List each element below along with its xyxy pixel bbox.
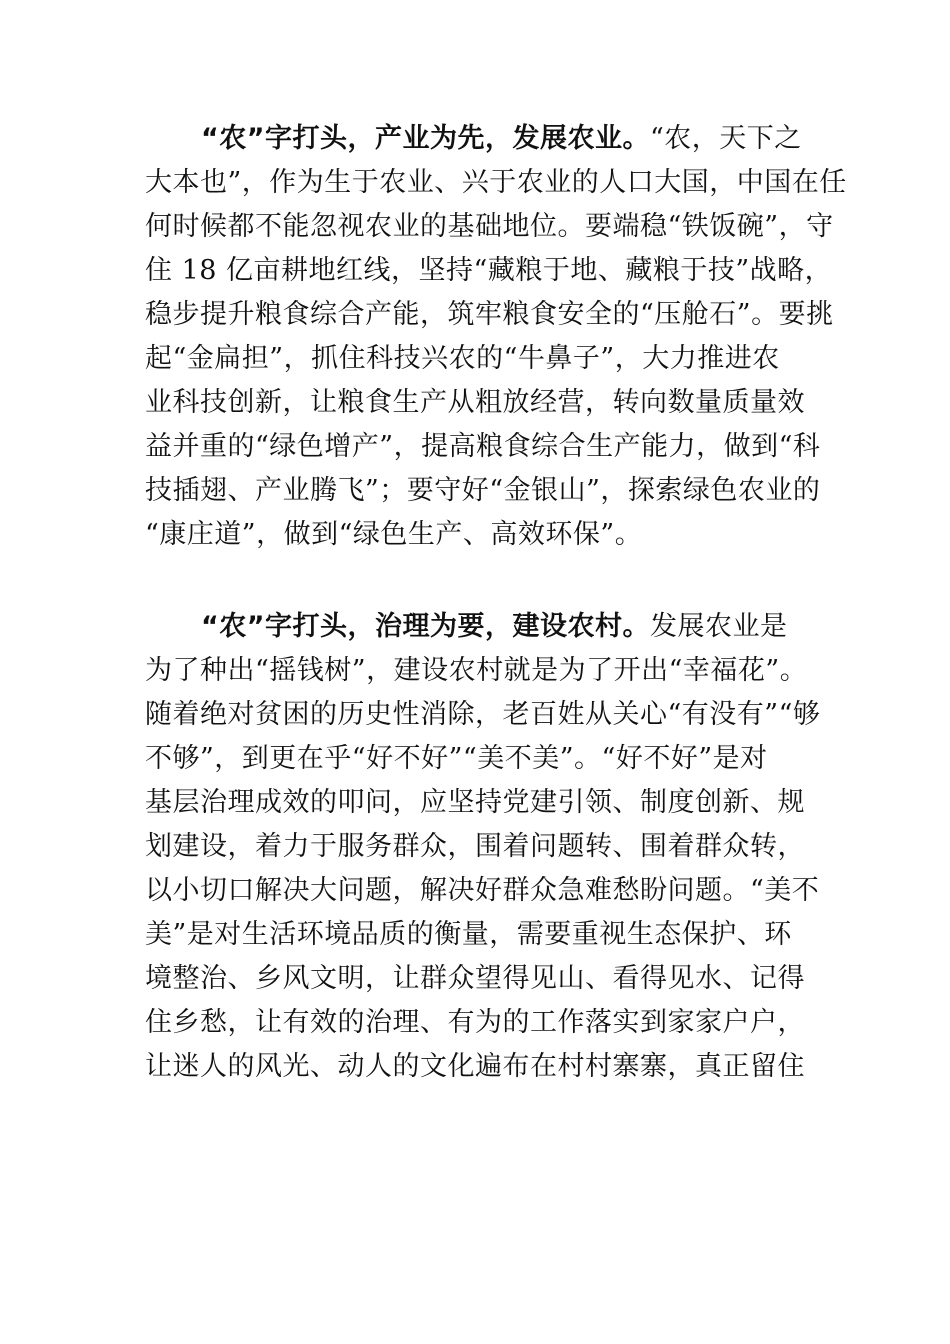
paragraph-lead-heading: “农”字打头，治理为要，建设农村。 — [201, 611, 650, 642]
paragraph-line — [145, 117, 820, 161]
paragraph-text: 发展农业是 — [650, 611, 788, 642]
paragraph-line: 住 18 亿亩耕地红线，坚持“藏粮于地、藏粮于技”战略， — [145, 255, 833, 286]
paragraph-line: 益并重的“绿色增产”，提高粮食综合生产能力，做到“科 — [145, 431, 821, 462]
paragraph-line: 让迷人的风光、动人的文化遍布在村村寨寨，真正留住 — [145, 1051, 805, 1082]
paragraph-line: 何时候都不能忽视农业的基础地位。要端稳“铁饭碗”，守 — [145, 211, 834, 242]
paragraph-line: 基层治理成效的叩问，应坚持党建引领、制度创新、规 — [145, 787, 805, 818]
paragraph-line: 随着绝对贫困的历史性消除，老百姓从关心“有没有”“够 — [145, 699, 821, 730]
paragraph-line: 起“金扁担”，抓住科技兴农的“牛鼻子”，大力推进农 — [145, 343, 780, 374]
paragraph-line: 大本也”，作为生于农业、兴于农业的人口大国，中国在任 — [145, 167, 847, 198]
paragraph-line: “康庄道”，做到“绿色生产、高效环保”。 — [145, 519, 643, 550]
paragraph-line: 美”是对生活环境品质的衡量，需要重视生态保护、环 — [145, 919, 792, 950]
paragraph-rural-governance — [145, 605, 820, 1089]
paragraph-line: 住乡愁，让有效的治理、有为的工作落实到家家户户， — [145, 1007, 805, 1038]
paragraph-line — [145, 605, 820, 649]
paragraph-line: 境整治、乡风文明，让群众望得见山、看得见水、记得 — [145, 963, 805, 994]
paragraph-lead-heading: “农”字打头，产业为先，发展农业。 — [201, 123, 650, 154]
paragraph-line: 不够”，到更在乎“好不好”“美不美”。“好不好”是对 — [145, 743, 768, 774]
paragraph-line: 划建设，着力于服务群众，围着问题转、围着群众转， — [145, 831, 805, 862]
paragraph-agriculture — [145, 117, 847, 557]
paragraph-line: 为了种出“摇钱树”，建设农村就是为了开出“幸福花”。 — [145, 655, 808, 686]
paragraph-line: 以小切口解决大问题，解决好群众急难愁盼问题。“美不 — [145, 875, 820, 906]
paragraph-line: 稳步提升粮食综合产能，筑牢粮食安全的“压舱石”。要挑 — [145, 299, 834, 330]
paragraph-line: 业科技创新，让粮食生产从粗放经营，转向数量质量效 — [145, 387, 805, 418]
paragraph-text: “农，天下之 — [650, 123, 802, 154]
paragraph-line: 技插翅、产业腾飞”；要守好“金银山”，探索绿色农业的 — [145, 475, 821, 506]
